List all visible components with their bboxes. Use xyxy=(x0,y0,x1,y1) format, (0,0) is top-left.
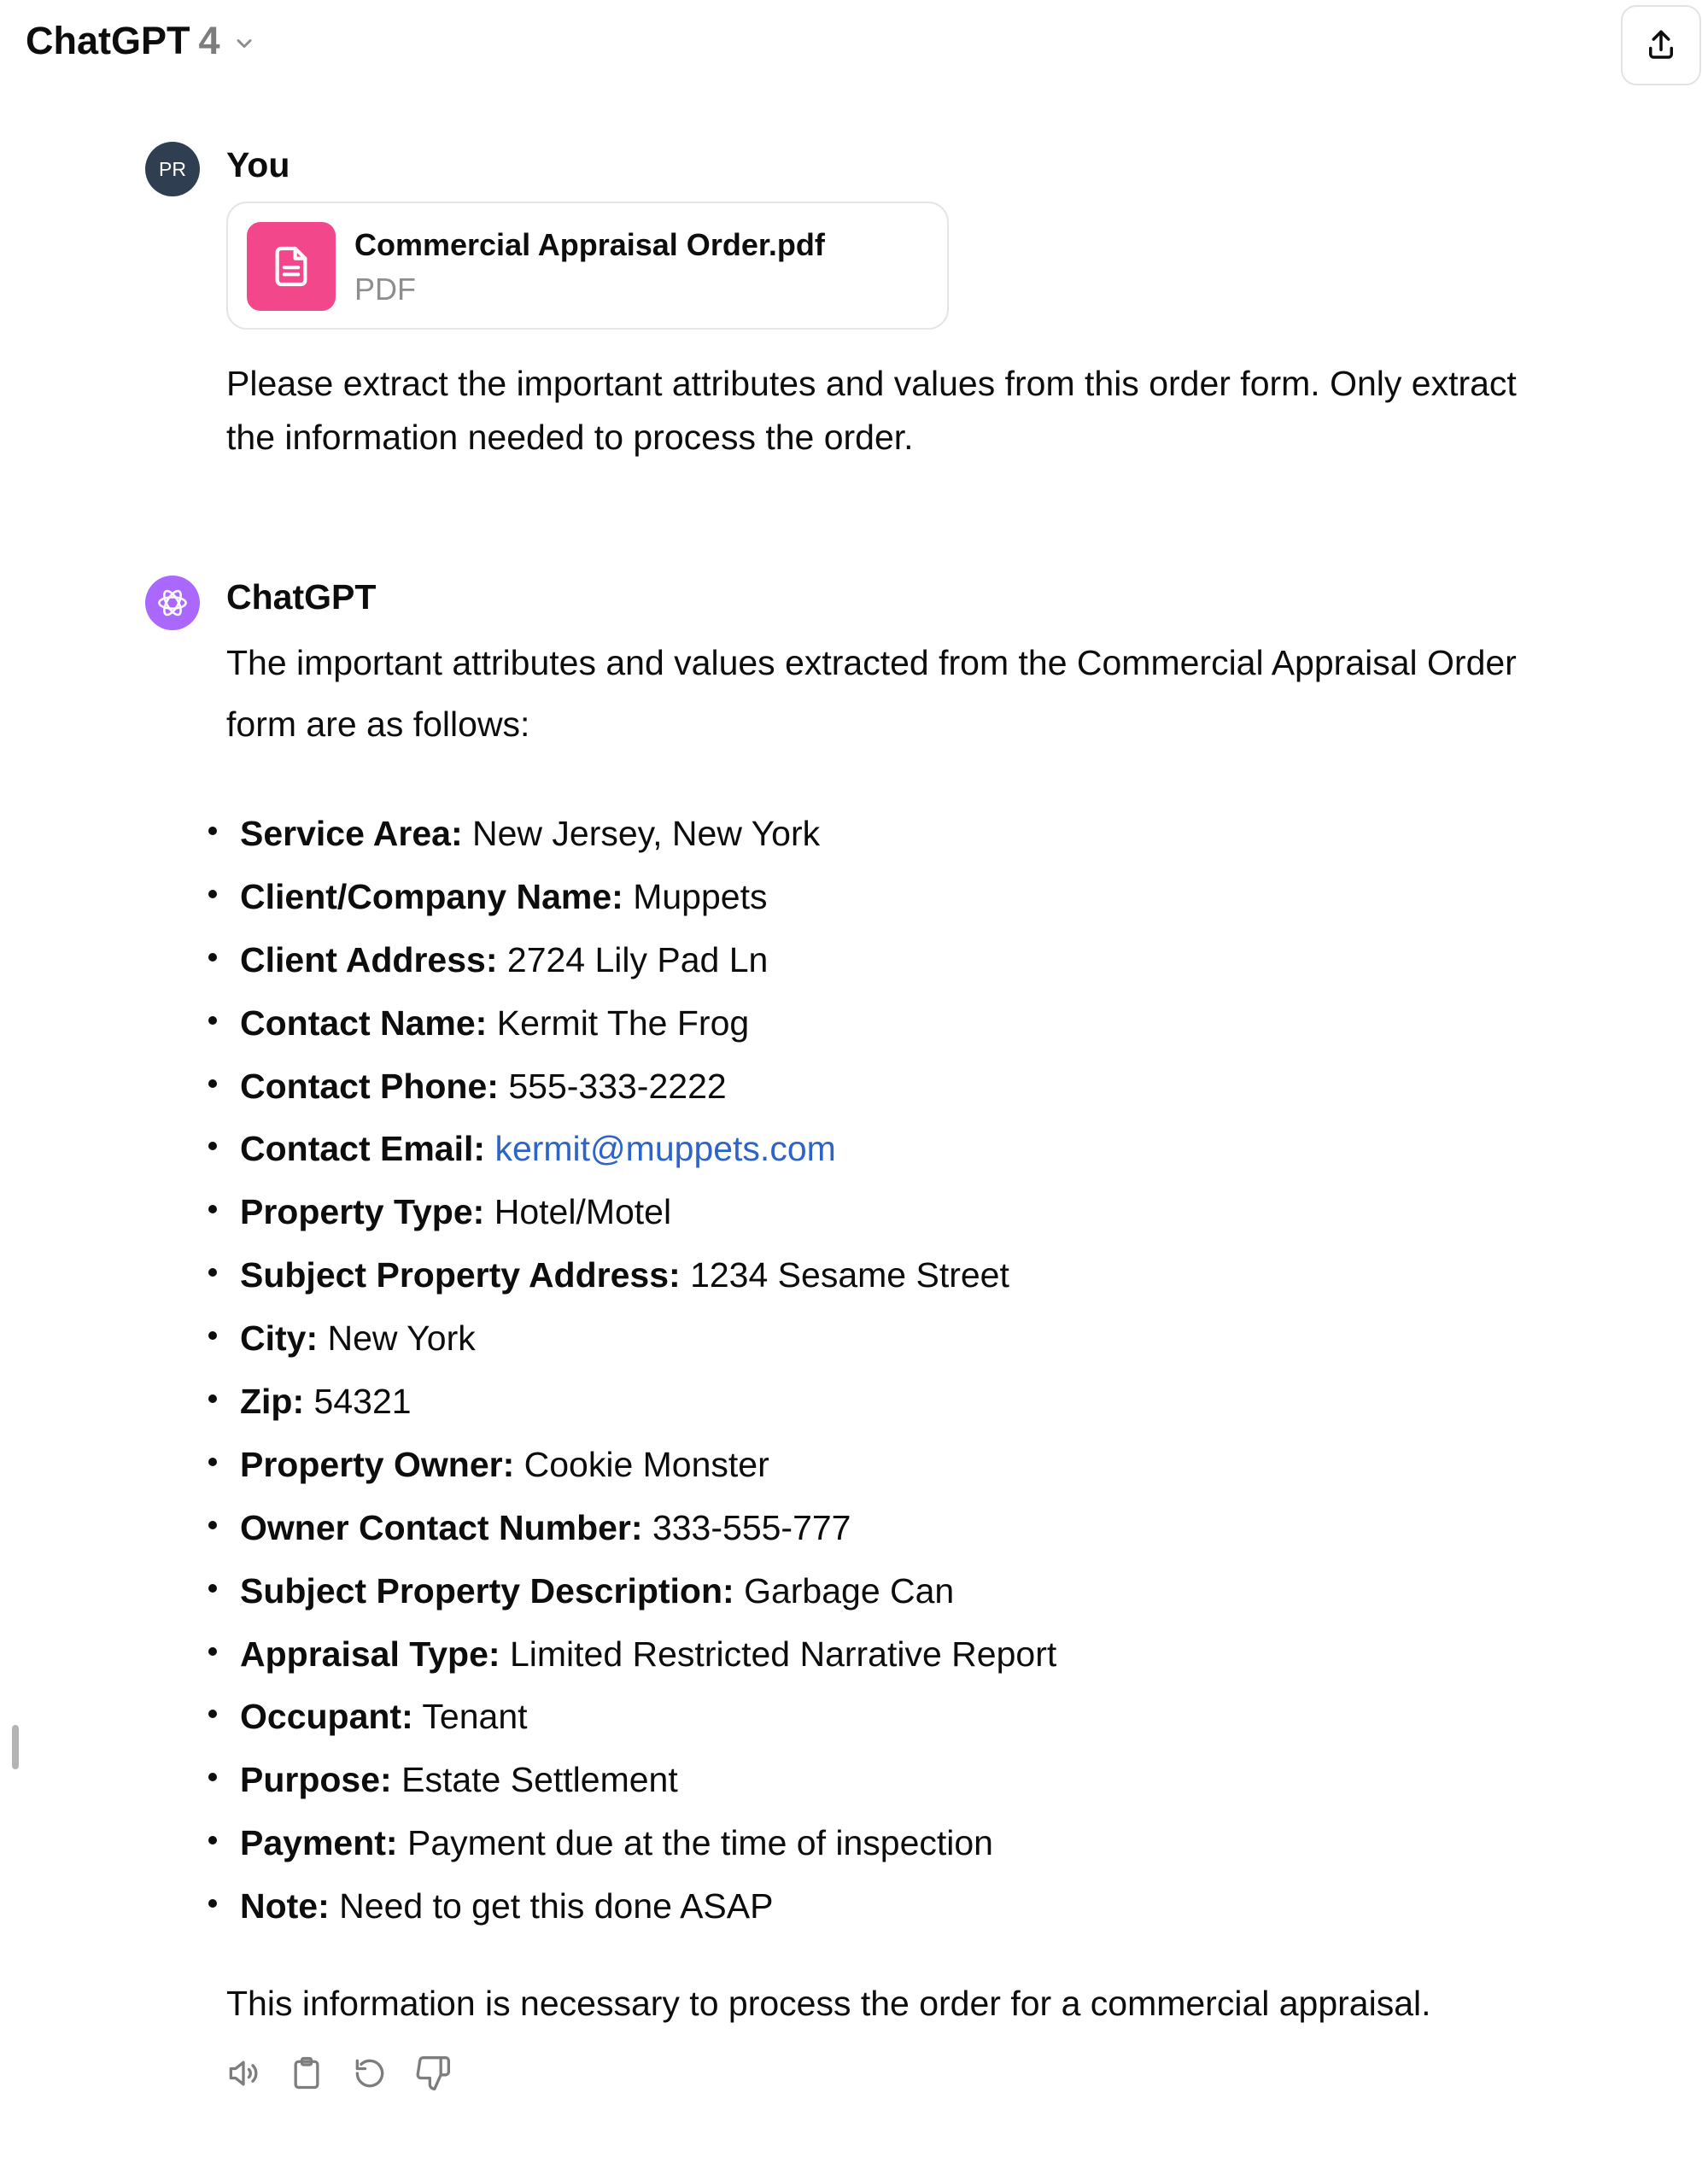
bullet xyxy=(208,890,217,898)
share-button[interactable] xyxy=(1621,5,1701,85)
attribute-value: New York xyxy=(327,1318,476,1359)
attribute-text xyxy=(240,1055,727,1119)
user-message-line: the information needed to process the order. xyxy=(226,418,914,457)
file-icon-tile xyxy=(247,222,336,311)
attribute-value: Limited Restricted Narrative Report xyxy=(509,1634,1057,1674)
document-icon xyxy=(267,243,315,290)
attribute-text xyxy=(240,1181,671,1244)
bullet xyxy=(208,1521,217,1529)
file-name: Commercial Appraisal Order.pdf xyxy=(354,227,825,262)
bullet xyxy=(208,1836,217,1844)
attribute-label: Property Owner: xyxy=(240,1444,515,1484)
assistant-author-label: ChatGPT xyxy=(226,577,377,617)
attribute-value: 1234 Sesame Street xyxy=(690,1255,1009,1295)
attribute-label: Contact Phone: xyxy=(240,1066,499,1106)
attribute-value: Garbage Can xyxy=(744,1570,955,1611)
attribute-label: City: xyxy=(240,1318,319,1359)
bullet xyxy=(208,1710,217,1718)
attribute-label: Occupant: xyxy=(240,1697,413,1737)
contact-email-link[interactable]: kermit@muppets.com xyxy=(494,1129,836,1169)
attribute-text xyxy=(240,1812,993,1875)
attribute-value: 555-333-2222 xyxy=(508,1066,727,1106)
attribute-value: Estate Settlement xyxy=(401,1760,678,1800)
user-author-label: You xyxy=(226,145,290,184)
openai-logo-icon xyxy=(154,584,191,622)
read-aloud-button[interactable] xyxy=(224,2054,263,2093)
bullet xyxy=(208,1268,217,1277)
attribute-text xyxy=(240,1875,773,1938)
attribute-label: Payment: xyxy=(240,1823,398,1863)
model-switcher[interactable] xyxy=(26,19,256,63)
speaker-icon xyxy=(225,2055,262,2092)
attribute-text xyxy=(240,1560,954,1623)
attribute-value: 333-555-777 xyxy=(652,1507,851,1547)
attribute-text xyxy=(240,1307,476,1371)
attribute-value: Need to get this done ASAP xyxy=(339,1886,774,1926)
model-version: 4 xyxy=(198,19,220,62)
bullet xyxy=(208,1394,217,1403)
attribute-text xyxy=(240,1623,1056,1687)
bullet xyxy=(208,1205,217,1213)
attribute-label: Contact Name: xyxy=(240,1003,488,1043)
attribute-label: Client/Company Name: xyxy=(240,876,623,916)
bullet xyxy=(208,1584,217,1593)
attribute-text xyxy=(240,1244,1009,1307)
attribute-label: Property Type: xyxy=(240,1192,485,1232)
file-type: PDF xyxy=(354,272,416,307)
attribute-text xyxy=(240,1686,528,1749)
copy-button[interactable] xyxy=(287,2054,326,2093)
bullet xyxy=(208,1899,217,1908)
attribute-value: Tenant xyxy=(422,1697,528,1737)
regenerate-button[interactable] xyxy=(350,2054,389,2093)
attribute-label: Owner Contact Number: xyxy=(240,1507,643,1547)
attribute-label: Purpose: xyxy=(240,1760,392,1800)
attribute-label: Client Address: xyxy=(240,939,498,979)
attribute-label: Zip: xyxy=(240,1382,305,1422)
attribute-value: 54321 xyxy=(313,1382,412,1422)
attribute-value: New Jersey, New York xyxy=(472,814,821,853)
scrollbar-handle[interactable] xyxy=(12,1725,19,1769)
assistant-intro-line: form are as follows: xyxy=(226,704,530,744)
attribute-label: Subject Property Description: xyxy=(240,1570,734,1611)
thumbs-down-icon xyxy=(414,2055,452,2092)
attribute-value: Payment due at the time of inspection xyxy=(407,1823,993,1863)
attribute-text xyxy=(240,992,749,1055)
refresh-icon xyxy=(351,2055,389,2092)
attribute-text xyxy=(240,866,767,929)
attribute-value: Kermit The Frog xyxy=(496,1003,750,1043)
bullet xyxy=(208,1331,217,1340)
attribute-value: Muppets xyxy=(633,876,768,916)
attribute-text xyxy=(240,929,768,992)
user-message-text xyxy=(226,357,1593,465)
attribute-text xyxy=(240,1497,851,1560)
attribute-text xyxy=(240,1118,836,1181)
file-attachment-card[interactable] xyxy=(226,202,949,330)
attribute-value: Cookie Monster xyxy=(524,1444,769,1484)
attribute-label: Service Area: xyxy=(240,814,463,853)
assistant-avatar xyxy=(145,576,200,630)
bullet xyxy=(208,1142,217,1150)
assistant-intro-text xyxy=(226,632,1610,755)
attribute-text xyxy=(240,803,820,866)
attribute-text xyxy=(240,1434,769,1497)
message-actions xyxy=(224,2054,453,2093)
assistant-intro-line: The important attributes and values extracted from the Commercial Appraisal Order xyxy=(226,643,1517,682)
attribute-label: Note: xyxy=(240,1886,330,1926)
assistant-closing-text: This information is necessary to process the order for a commercial appraisal. xyxy=(226,1984,1431,2023)
bad-response-button[interactable] xyxy=(413,2054,453,2093)
attribute-value: 2724 Lily Pad Ln xyxy=(506,939,769,979)
model-name: ChatGPT xyxy=(26,19,190,62)
share-icon xyxy=(1643,27,1679,63)
attribute-text xyxy=(240,1371,412,1434)
bullet xyxy=(208,1016,217,1025)
attribute-value: Hotel/Motel xyxy=(494,1192,672,1232)
bullet xyxy=(208,1773,217,1781)
bullet xyxy=(208,1458,217,1466)
user-avatar: PR xyxy=(145,142,200,196)
user-message-line: Please extract the important attributes and values from this order form. Only extract xyxy=(226,364,1517,403)
bullet xyxy=(208,1079,217,1088)
clipboard-icon xyxy=(288,2055,325,2092)
chevron-down-icon xyxy=(232,32,256,56)
bullet xyxy=(208,1647,217,1656)
attribute-label: Appraisal Type: xyxy=(240,1634,500,1674)
bullet xyxy=(208,827,217,835)
bullet xyxy=(208,953,217,962)
attribute-text xyxy=(240,1749,678,1812)
attribute-label: Subject Property Address: xyxy=(240,1255,681,1295)
attribute-label: Contact Email: xyxy=(240,1129,486,1169)
